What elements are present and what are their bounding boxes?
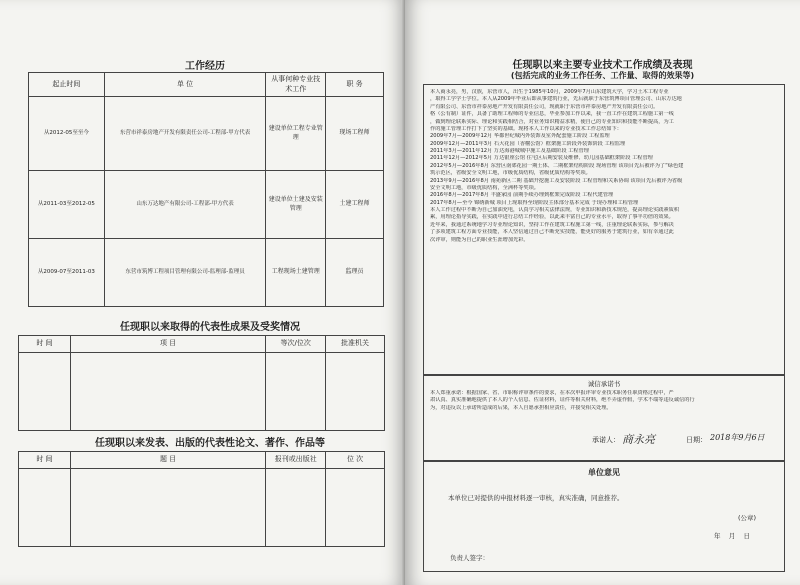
work-unit: 山东万达地产有限公司-工程部-甲方代表	[104, 171, 265, 239]
work-period: 从2009-07至2011-03	[29, 239, 105, 307]
perf-line: ，做到理论联系实际、理论和实践相结合，对业务知识精益求精，使自己的专业知识和技能不断提高，为工	[430, 118, 674, 125]
perf-line: 了多项建筑工程方面专业技能，本人坚信通过自己不断充实技能，能更好的服务于建筑行业，如有幸通过此	[430, 229, 674, 236]
awards-table	[18, 335, 385, 431]
work-field: 建设单位工程专业管理	[266, 97, 326, 171]
pledge-text	[430, 390, 778, 412]
pledge-line: 为，对违反以上承诺所造成的后果，本人自愿承担相应责任，并接受相关处理。	[430, 404, 612, 411]
work-position: 现场工程师	[326, 97, 384, 171]
papers-header-publisher: 报刊或出版社	[266, 452, 326, 469]
performance-title: 任现职以来主要专业技术工作成绩及表现	[512, 60, 693, 71]
signer-label: 承诺人：	[592, 436, 620, 444]
perf-line: ，取得工学学士学位。本人从2009年毕业后即从事建筑行业，先后就职于东营筑博项目管理公司、山东万达地	[430, 96, 682, 103]
work-position: 监理员	[326, 239, 384, 307]
pledge-line: 肃认真、真实准确地提供了本人的个人信息、佐证材料，证件等相关材料，绝不弄虚作假，学术不端等违反诚信的行	[430, 397, 695, 404]
perf-line: 2012年5月—2016年8月 东营区南郊花园一期土体、二期框架结构阶段 现场管理 该项目先后被评为了“绿色建	[430, 162, 684, 169]
perf-line: 2013年9月—2016年8月 南苑新区二期 基础开挖施工及安装阶段 工程管理和关系协调 该项目先后被评为省级	[430, 177, 683, 184]
perf-line: 安全文明工地，市级优质结构，全洲杯等奖项。	[430, 184, 539, 191]
awards-header-item: 项 目	[70, 336, 265, 353]
performance-subtitle: (包括完成的业务工作任务、工作量、取得的效果等)	[510, 71, 695, 80]
pledge-line: 本人郑重承诺：根据国家、省、市职称评审条件的要求，在本次申报评审专业技术职务任职资格过程中，严	[430, 390, 674, 396]
papers-header-title: 题 目	[70, 452, 265, 469]
work-position: 土建工程师	[326, 171, 384, 239]
perf-line: 本人商永亮，男，汉族，东营市人，出生于1985年10月，2009年7月山东建筑大学，学习土木工程专业	[430, 89, 669, 95]
perf-line: 2009年12月—2011年3月 石大花园（香榭公馆）框架施工阶段外装饰阶段 工程监理	[430, 140, 626, 147]
work-period: 从2011-03至2012-05	[29, 171, 105, 239]
perf-line: 2011年3月—2011年12月 万达海港城城中施工及基础阶段 工程管理	[430, 148, 589, 154]
unit-opinion-text: 本单位已对提供的申报材料逐一审核，真实准确，同意推荐。	[448, 494, 624, 502]
perf-line: 次评审，则能为自己的职业生涯增加光彩。	[430, 236, 529, 243]
papers-title: 任现职以来发表、出版的代表性论文、著作、作品等	[95, 438, 325, 449]
responsible-label: 负责人签字：	[450, 554, 489, 562]
awards-header-time: 时 间	[19, 336, 71, 353]
perf-line: 2011年12月—2012年5月 万达银座公馆 住宅区后期安装及维修、幼儿园基础框架阶段 工程管理	[430, 155, 653, 162]
date-label: 日期：	[686, 436, 707, 444]
perf-line: 作的施工管理工作打下了坚实的基础。现将本人工作以来的专业技术工作总结如下：	[430, 125, 622, 132]
unit-opinion-title: 单位意见	[588, 468, 620, 477]
work-history-title: 工作经历	[185, 61, 225, 72]
work-unit: 东营市筑博工程项目管理有限公司-监理部-监理员	[104, 239, 265, 307]
performance-box	[423, 84, 785, 376]
papers-table	[18, 451, 385, 547]
awards-header-rank: 等次/位次	[266, 336, 326, 353]
table-row	[29, 171, 384, 239]
perf-line: 近年来，我通过系统地学习专业理论知识，坚持工作在建筑工程施工第一线，注重理论联系实际，参与解决	[430, 221, 674, 228]
perf-line: 2017年8月—至今 锦绣新城 项目上现取得至现阶段主体部分基本完成 于现办理和工程管理	[430, 199, 639, 206]
perf-line: 2016年8月—2017年8月 丰盛家园 前期手续办理到框架完成阶段 工程代建管理	[430, 192, 614, 199]
work-header-period: 起止时间	[29, 73, 105, 97]
work-header-field: 从事何种专业技术工作	[266, 73, 326, 97]
work-field: 工程现场土建管理	[266, 239, 326, 307]
pledge-title: 诚信承诺书	[587, 380, 621, 388]
perf-line: 产有限公司、东营市祥泰房地产开发有限责任公司，现就职于东营市祥泰房地产开发有限责任公司。	[430, 103, 659, 110]
pledge-box	[423, 374, 785, 462]
perf-line: 2009年7月—2009年12月 华都世纪城内外装饰及室外配套施工阶段 工程监理	[430, 133, 610, 140]
sign-date: 2018年9月6日	[710, 433, 765, 442]
seal-label: (公章)	[738, 514, 757, 522]
perf-line: 本人工作过程中不断为自己加油充电，认真学习相关法律法规，专业知识和新技术规范，提高理论实践素质积	[430, 207, 680, 213]
work-header-unit: 单 位	[104, 73, 265, 97]
work-header-position: 职 务	[326, 73, 384, 97]
table-row	[29, 239, 384, 307]
table-row	[19, 469, 385, 547]
work-period: 从2012-05至至今	[29, 97, 105, 171]
work-field: 建设单位土建及安装管理	[266, 171, 326, 239]
perf-line: 累，用理论指导实践，在实践中进行总结工作经验，以此来丰富自己的专业水平，取得了事半功倍的效果。	[430, 214, 674, 221]
table-row	[29, 97, 384, 171]
performance-text	[430, 89, 778, 244]
papers-header-rank: 位 次	[326, 452, 385, 469]
signature: 商永亮	[622, 433, 655, 446]
papers-header-time: 时 间	[19, 452, 71, 469]
work-unit: 东营市祥泰房地产开发有限责任公司-工程部-甲方代表	[104, 97, 265, 171]
awards-title: 任现职以来取得的代表性成果及受奖情况	[120, 322, 300, 333]
awards-header-authority: 批准机关	[326, 336, 385, 353]
opinion-date: 年 月 日	[714, 532, 751, 540]
unit-opinion-box	[423, 460, 785, 572]
table-row	[19, 353, 385, 431]
right-page	[405, 0, 800, 585]
perf-line: 筑示范区，省级安全文明工地，市级优质结构，省级优质结构等奖项。	[430, 170, 591, 177]
work-history-table	[28, 72, 384, 307]
perf-line: 格（公有制）证件，具备了助理工程师的专业信息，毕业参加工作以来，我一直工作在建筑工程施工第一线	[430, 111, 674, 118]
